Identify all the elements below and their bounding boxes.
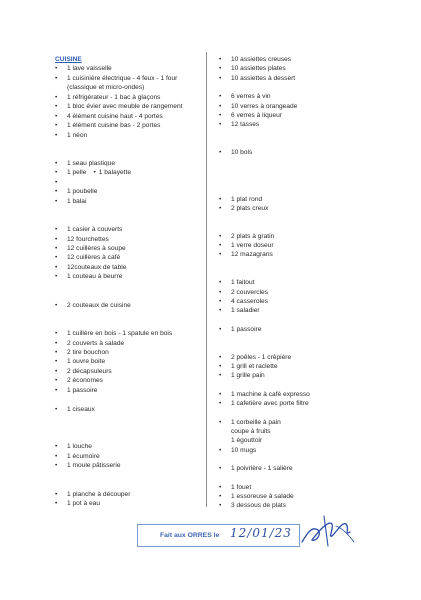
- list-item: [55, 159, 115, 168]
- list-item: [55, 83, 144, 92]
- item-text: 6 verres à vin: [231, 93, 271, 101]
- bullet: •: [219, 65, 222, 73]
- list-item: [55, 442, 92, 451]
- list-item: [219, 427, 271, 436]
- item-text: 1 égouttoir: [231, 437, 263, 445]
- list-item: [55, 131, 87, 140]
- handwritten-signature: [298, 512, 358, 552]
- item-text: 10 verres à orangeade: [231, 102, 298, 110]
- list-item: [55, 168, 131, 177]
- item-text: 1 grill et raclette: [231, 362, 278, 370]
- list-item: [219, 483, 251, 492]
- item-text: 1 balayette: [98, 169, 132, 177]
- list-item: [219, 92, 271, 101]
- list-item: [219, 390, 310, 399]
- item-text: 1 balai: [67, 197, 87, 205]
- list-item: [55, 405, 95, 414]
- list-item: [219, 464, 293, 473]
- item-text: 1 plat rond: [231, 195, 263, 203]
- bullet: •: [55, 178, 58, 186]
- stamp-date: 12/01/23: [230, 526, 292, 540]
- list-item: [219, 325, 261, 334]
- list-item: [219, 371, 265, 380]
- bullet: •: [55, 112, 58, 120]
- item-text: 3 dessous de plats: [231, 502, 286, 510]
- list-item: [55, 253, 120, 262]
- list-item: [55, 235, 109, 244]
- item-text: 1 grille pain: [231, 372, 265, 380]
- item-text: 1 casier à couverts: [67, 226, 123, 234]
- signature-stamp: [137, 524, 300, 547]
- bullet: •: [219, 372, 222, 380]
- bullet: •: [219, 325, 222, 333]
- list-item: [219, 399, 309, 408]
- bullet: •: [55, 386, 58, 394]
- list-item: [219, 64, 286, 73]
- list-item: [55, 102, 182, 111]
- item-text: 1 planche à découper: [67, 490, 131, 498]
- bullet: •: [55, 405, 58, 413]
- list-item: [219, 148, 252, 157]
- item-text: 1 bloc évier avec meuble de rangement: [67, 103, 183, 111]
- list-item: [219, 250, 273, 259]
- list-item: [219, 436, 262, 445]
- item-text: 1 seau plastique: [67, 159, 116, 167]
- bullet: •: [55, 462, 58, 470]
- item-text: 12couteaux de table: [67, 263, 127, 271]
- bullet: •: [55, 169, 58, 177]
- item-text: 1 lave vaisselle: [67, 65, 112, 73]
- list-item: [55, 386, 97, 395]
- item-text: 1 cafetière avec porte filtre: [231, 400, 309, 408]
- list-item: [55, 197, 86, 206]
- bullet: •: [219, 195, 222, 203]
- item-text: 10 mugs: [231, 446, 257, 454]
- bullet: •: [219, 418, 222, 426]
- item-text: 1 ouvre boite: [67, 358, 106, 366]
- item-text: 1 cuisinière électrique - 4 feux - 1 four: [67, 74, 178, 82]
- bullet: •: [219, 362, 222, 370]
- bullet: •: [219, 288, 222, 296]
- bullet: •: [219, 102, 222, 110]
- item-text: 2 tire bouchon: [67, 348, 109, 356]
- list-item: [219, 241, 274, 250]
- bullet: •: [55, 330, 58, 338]
- list-item: [219, 111, 282, 120]
- bullet: •: [55, 263, 58, 271]
- bullet: •: [55, 254, 58, 262]
- list-item: [55, 178, 67, 187]
- item-text: 1 faitout: [231, 279, 255, 287]
- list-item: [219, 492, 294, 501]
- item-text: 2 décapsuleurs: [67, 367, 112, 375]
- item-text: 1 corbeille à pain: [231, 418, 281, 426]
- bullet: •: [219, 465, 222, 473]
- list-item: [219, 120, 259, 129]
- item-text: 1 pot à eau: [67, 500, 100, 508]
- list-item: [55, 329, 172, 338]
- list-item: [219, 232, 274, 241]
- list-item: [55, 187, 97, 196]
- column-divider: [206, 52, 207, 507]
- bullet: •: [219, 446, 222, 454]
- list-item: [219, 195, 262, 204]
- bullet: •: [219, 149, 222, 156]
- bullet: •: [55, 348, 58, 356]
- bullet: •: [219, 93, 222, 101]
- item-text: 4 casseroles: [231, 297, 269, 305]
- item-text: (classique et micro-ondes): [67, 84, 145, 92]
- bullet: •: [55, 197, 58, 205]
- bullet: •: [219, 251, 222, 259]
- item-text: 12 cuillères à café: [67, 254, 121, 262]
- item-text: 2 plats creux: [231, 204, 269, 212]
- list-item: [219, 204, 268, 213]
- item-text: 2 couverts à salade: [67, 339, 125, 347]
- bullet: •: [55, 226, 58, 234]
- list-item: [219, 288, 268, 297]
- item-text: 1 ciseaux: [67, 405, 95, 413]
- bullet: •: [55, 490, 58, 498]
- bullet: •: [55, 273, 58, 281]
- bullet: •: [55, 235, 58, 243]
- item-text: 10 bols: [231, 149, 253, 156]
- item-text: 4 élément cuisine haut - 4 portes: [67, 112, 163, 120]
- list-item: [55, 452, 100, 461]
- bullet: •: [55, 188, 58, 196]
- item-text: 6 verres à liqueur: [231, 111, 282, 119]
- bullet: •: [55, 131, 58, 139]
- list-item: [219, 362, 278, 371]
- bullet: •: [55, 443, 58, 451]
- list-item: [219, 55, 291, 64]
- list-item: [219, 306, 260, 315]
- bullet: •: [55, 500, 58, 508]
- item-text: 1 néon: [67, 131, 88, 139]
- item-text: 1 poivrière - 1 salière: [231, 465, 293, 473]
- list-item: [55, 272, 122, 281]
- bullet: •: [219, 307, 222, 315]
- list-item: [55, 93, 160, 102]
- item-text: 1 passoire: [67, 386, 98, 394]
- list-item: [55, 244, 126, 253]
- item-text: 1 écumoire: [67, 452, 100, 460]
- list-item: [55, 64, 112, 73]
- item-text: 10 assiettes à dessert: [231, 74, 296, 82]
- bullet: •: [219, 232, 222, 240]
- bullet: •: [55, 377, 58, 385]
- list-item: [55, 461, 121, 470]
- bullet: •: [55, 74, 58, 82]
- bullet: •: [219, 111, 222, 119]
- list-item: [55, 225, 122, 234]
- item-text: 2 plats à gratin: [231, 232, 275, 240]
- item-text: 1 poubelle: [67, 188, 98, 196]
- bullet: •: [219, 353, 222, 361]
- bullet: •: [219, 493, 222, 501]
- item-text: 1 réfrigérateur - 1 bac à glaçons: [67, 93, 161, 101]
- bullet: •: [93, 169, 96, 177]
- item-text: 12 cuillères à soupe: [67, 245, 126, 252]
- list-item: [219, 501, 286, 510]
- item-text: 10 assiettes plates: [231, 65, 286, 73]
- item-text: 1 fouet: [231, 483, 252, 491]
- item-text: 1 pelle: [67, 169, 87, 177]
- bullet: •: [55, 301, 58, 309]
- list-item: [219, 278, 254, 287]
- bullet: •: [55, 367, 58, 375]
- list-item: [55, 499, 100, 508]
- list-item: [55, 348, 109, 357]
- item-text: coupe à fruits: [231, 428, 271, 435]
- item-text: 1 moule pâtisserie: [67, 462, 121, 470]
- list-item: [219, 418, 281, 427]
- item-text: 10 assiettes creuses: [231, 56, 292, 63]
- item-text: 2 poêles - 1 crêpière: [231, 353, 292, 361]
- bullet: •: [219, 390, 222, 398]
- bullet: •: [219, 279, 222, 287]
- bullet: •: [55, 103, 58, 111]
- item-text: 2 couvercles: [231, 288, 269, 296]
- bullet: •: [55, 159, 58, 167]
- item-text: 2 couteaux de cuisine: [67, 301, 131, 309]
- item-text: 1 louche: [67, 443, 92, 451]
- list-item: [55, 490, 130, 499]
- bullet: •: [55, 122, 58, 130]
- section-heading: [55, 55, 82, 64]
- item-text: 1 cuillère en bois - 1 spatule en bois: [67, 330, 173, 338]
- bullet: •: [55, 65, 58, 73]
- list-item: [55, 112, 163, 121]
- list-item: [219, 297, 268, 306]
- bullet: •: [55, 358, 58, 366]
- item-text: 12 tasses: [231, 121, 260, 129]
- list-item: [219, 446, 256, 455]
- item-text: 12 fourchettes: [67, 235, 109, 243]
- item-text: 1 passoire: [231, 325, 262, 333]
- bullet: •: [55, 339, 58, 347]
- stamp-text: Fait aux ORRES le: [160, 532, 220, 539]
- heading-text: CUISINE: [55, 56, 82, 63]
- list-item: [219, 353, 291, 362]
- item-text: 12 mazagrans: [231, 251, 273, 259]
- item-text: 1 essoreuse à salade: [231, 493, 294, 501]
- list-item: [55, 339, 124, 348]
- bullet: •: [55, 245, 58, 252]
- bullet: •: [55, 452, 58, 460]
- item-text: 1 élément cuisine bas - 2 portes: [67, 122, 161, 130]
- bullet: •: [219, 56, 222, 63]
- item-text: 2 économes: [67, 377, 103, 385]
- bullet: •: [219, 242, 222, 249]
- item-text: 1 machine à café expresso: [231, 390, 310, 398]
- list-item: [55, 121, 160, 130]
- bullet: •: [219, 400, 222, 408]
- item-text: 1 saladier: [231, 307, 260, 315]
- list-item: [219, 102, 297, 111]
- bullet: •: [219, 297, 222, 305]
- bullet: •: [219, 502, 222, 510]
- list-item: [55, 301, 131, 310]
- list-item: [55, 367, 112, 376]
- bullet: •: [55, 93, 58, 101]
- list-item: [55, 74, 177, 83]
- item-text: 1 verre doseur: [231, 242, 274, 249]
- list-item: [219, 74, 295, 83]
- list-item: [55, 376, 103, 385]
- list-item: [55, 263, 126, 272]
- bullet: •: [219, 74, 222, 82]
- bullet: •: [219, 483, 222, 491]
- bullet: •: [219, 121, 222, 129]
- list-item: [55, 357, 105, 366]
- item-text: 1 couteau à beurre: [67, 273, 123, 281]
- bullet: •: [219, 204, 222, 212]
